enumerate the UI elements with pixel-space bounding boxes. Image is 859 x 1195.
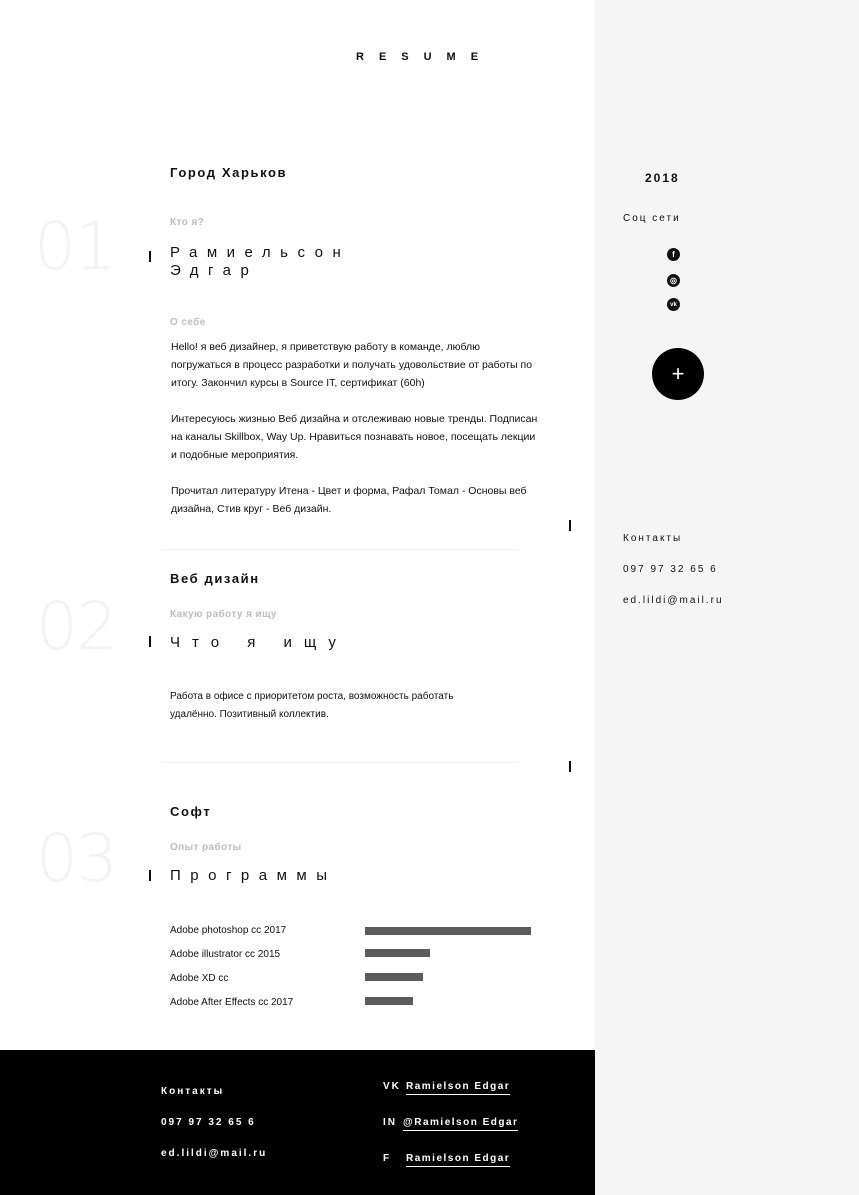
who-am-i-label: Кто я?	[170, 217, 205, 228]
section-marker	[149, 636, 151, 647]
instagram-prefix: IN	[383, 1117, 397, 1128]
section-number-03: 03	[36, 820, 116, 897]
what-i-look-for-heading: Что я ищу	[170, 634, 348, 651]
looking-for-label: Какую работу я ищу	[170, 609, 277, 620]
skill-bar	[365, 997, 413, 1005]
about-paragraph-1: Hello! я веб дизайнер, я приветствую работу в команде, люблю погружаться в процесс разработки и получать удовольствие от работы по итогу. Закончил курсы в Source IT, сертификат (60h)	[171, 341, 533, 389]
facebook-prefix: F	[383, 1153, 392, 1164]
section-marker	[149, 251, 151, 262]
add-button[interactable]: +	[652, 348, 704, 400]
job-description: Работа в офисе с приоритетом роста, возможность работать удалённо. Позитивный коллектив.	[170, 691, 454, 720]
section-number-02: 02	[36, 588, 116, 665]
footer-contacts-label: Контакты	[161, 1086, 225, 1097]
skill-label: Adobe illustrator cc 2015	[170, 949, 281, 960]
vk-prefix: VK	[383, 1081, 401, 1092]
experience-label: Опыт работы	[170, 842, 242, 853]
about-paragraph-3: Прочитал литературу Итена - Цвет и форма, Рафал Томал - Основы веб дизайна, Стив круг - Веб дизайн.	[171, 485, 527, 515]
footer-email[interactable]: ed.lildi@mail.ru	[161, 1148, 268, 1159]
skill-bar	[365, 973, 423, 981]
footer-phone[interactable]: 097 97 32 65 6	[161, 1117, 256, 1128]
year: 2018	[645, 171, 680, 185]
vk-icon[interactable]: vk	[667, 298, 680, 311]
social-label: Соц сети	[623, 213, 681, 224]
facebook-icon[interactable]: f	[667, 248, 680, 261]
skill-label: Adobe XD cc	[170, 973, 229, 984]
section-number-01: 01	[34, 208, 114, 285]
skill-label: Adobe photoshop cc 2017	[170, 925, 287, 936]
about-paragraph-2: Интересуюсь жизнью Веб дизайна и отслеживаю новые тренды. Подписан на каналы Skillbox, Way Up. Нравиться познавать новое, посещать лекции и подобные мероприятия.	[171, 413, 538, 461]
software-title: Софт	[170, 804, 212, 819]
sidebar-email[interactable]: ed.lildi@mail.ru	[623, 595, 724, 606]
web-design-title: Веб дизайн	[170, 571, 260, 586]
footer	[0, 1050, 595, 1195]
sidebar-phone[interactable]: 097 97 32 65 6	[623, 564, 718, 575]
divider	[162, 549, 518, 550]
skill-bar	[365, 927, 531, 935]
section-marker	[569, 520, 571, 531]
city-title: Город Харьков	[170, 165, 288, 180]
about-label: О себе	[170, 317, 206, 328]
instagram-icon[interactable]: ◎	[667, 274, 680, 287]
skill-bar	[365, 949, 430, 957]
vk-link[interactable]: Ramielson Edgar	[406, 1081, 510, 1095]
programs-heading: Программы	[170, 867, 337, 884]
section-marker	[149, 870, 151, 881]
skill-label: Adobe After Effects cc 2017	[170, 997, 294, 1008]
instagram-link[interactable]: @Ramielson Edgar	[403, 1117, 518, 1131]
divider	[162, 762, 518, 763]
facebook-link[interactable]: Ramielson Edgar	[406, 1153, 510, 1167]
name-line-1: Рамиельсон	[170, 244, 351, 261]
sidebar-contacts-label: Контакты	[623, 533, 683, 544]
name-line-2: Эдгар	[170, 262, 259, 279]
resume-title: RESUME	[356, 51, 494, 63]
section-marker	[569, 761, 571, 772]
